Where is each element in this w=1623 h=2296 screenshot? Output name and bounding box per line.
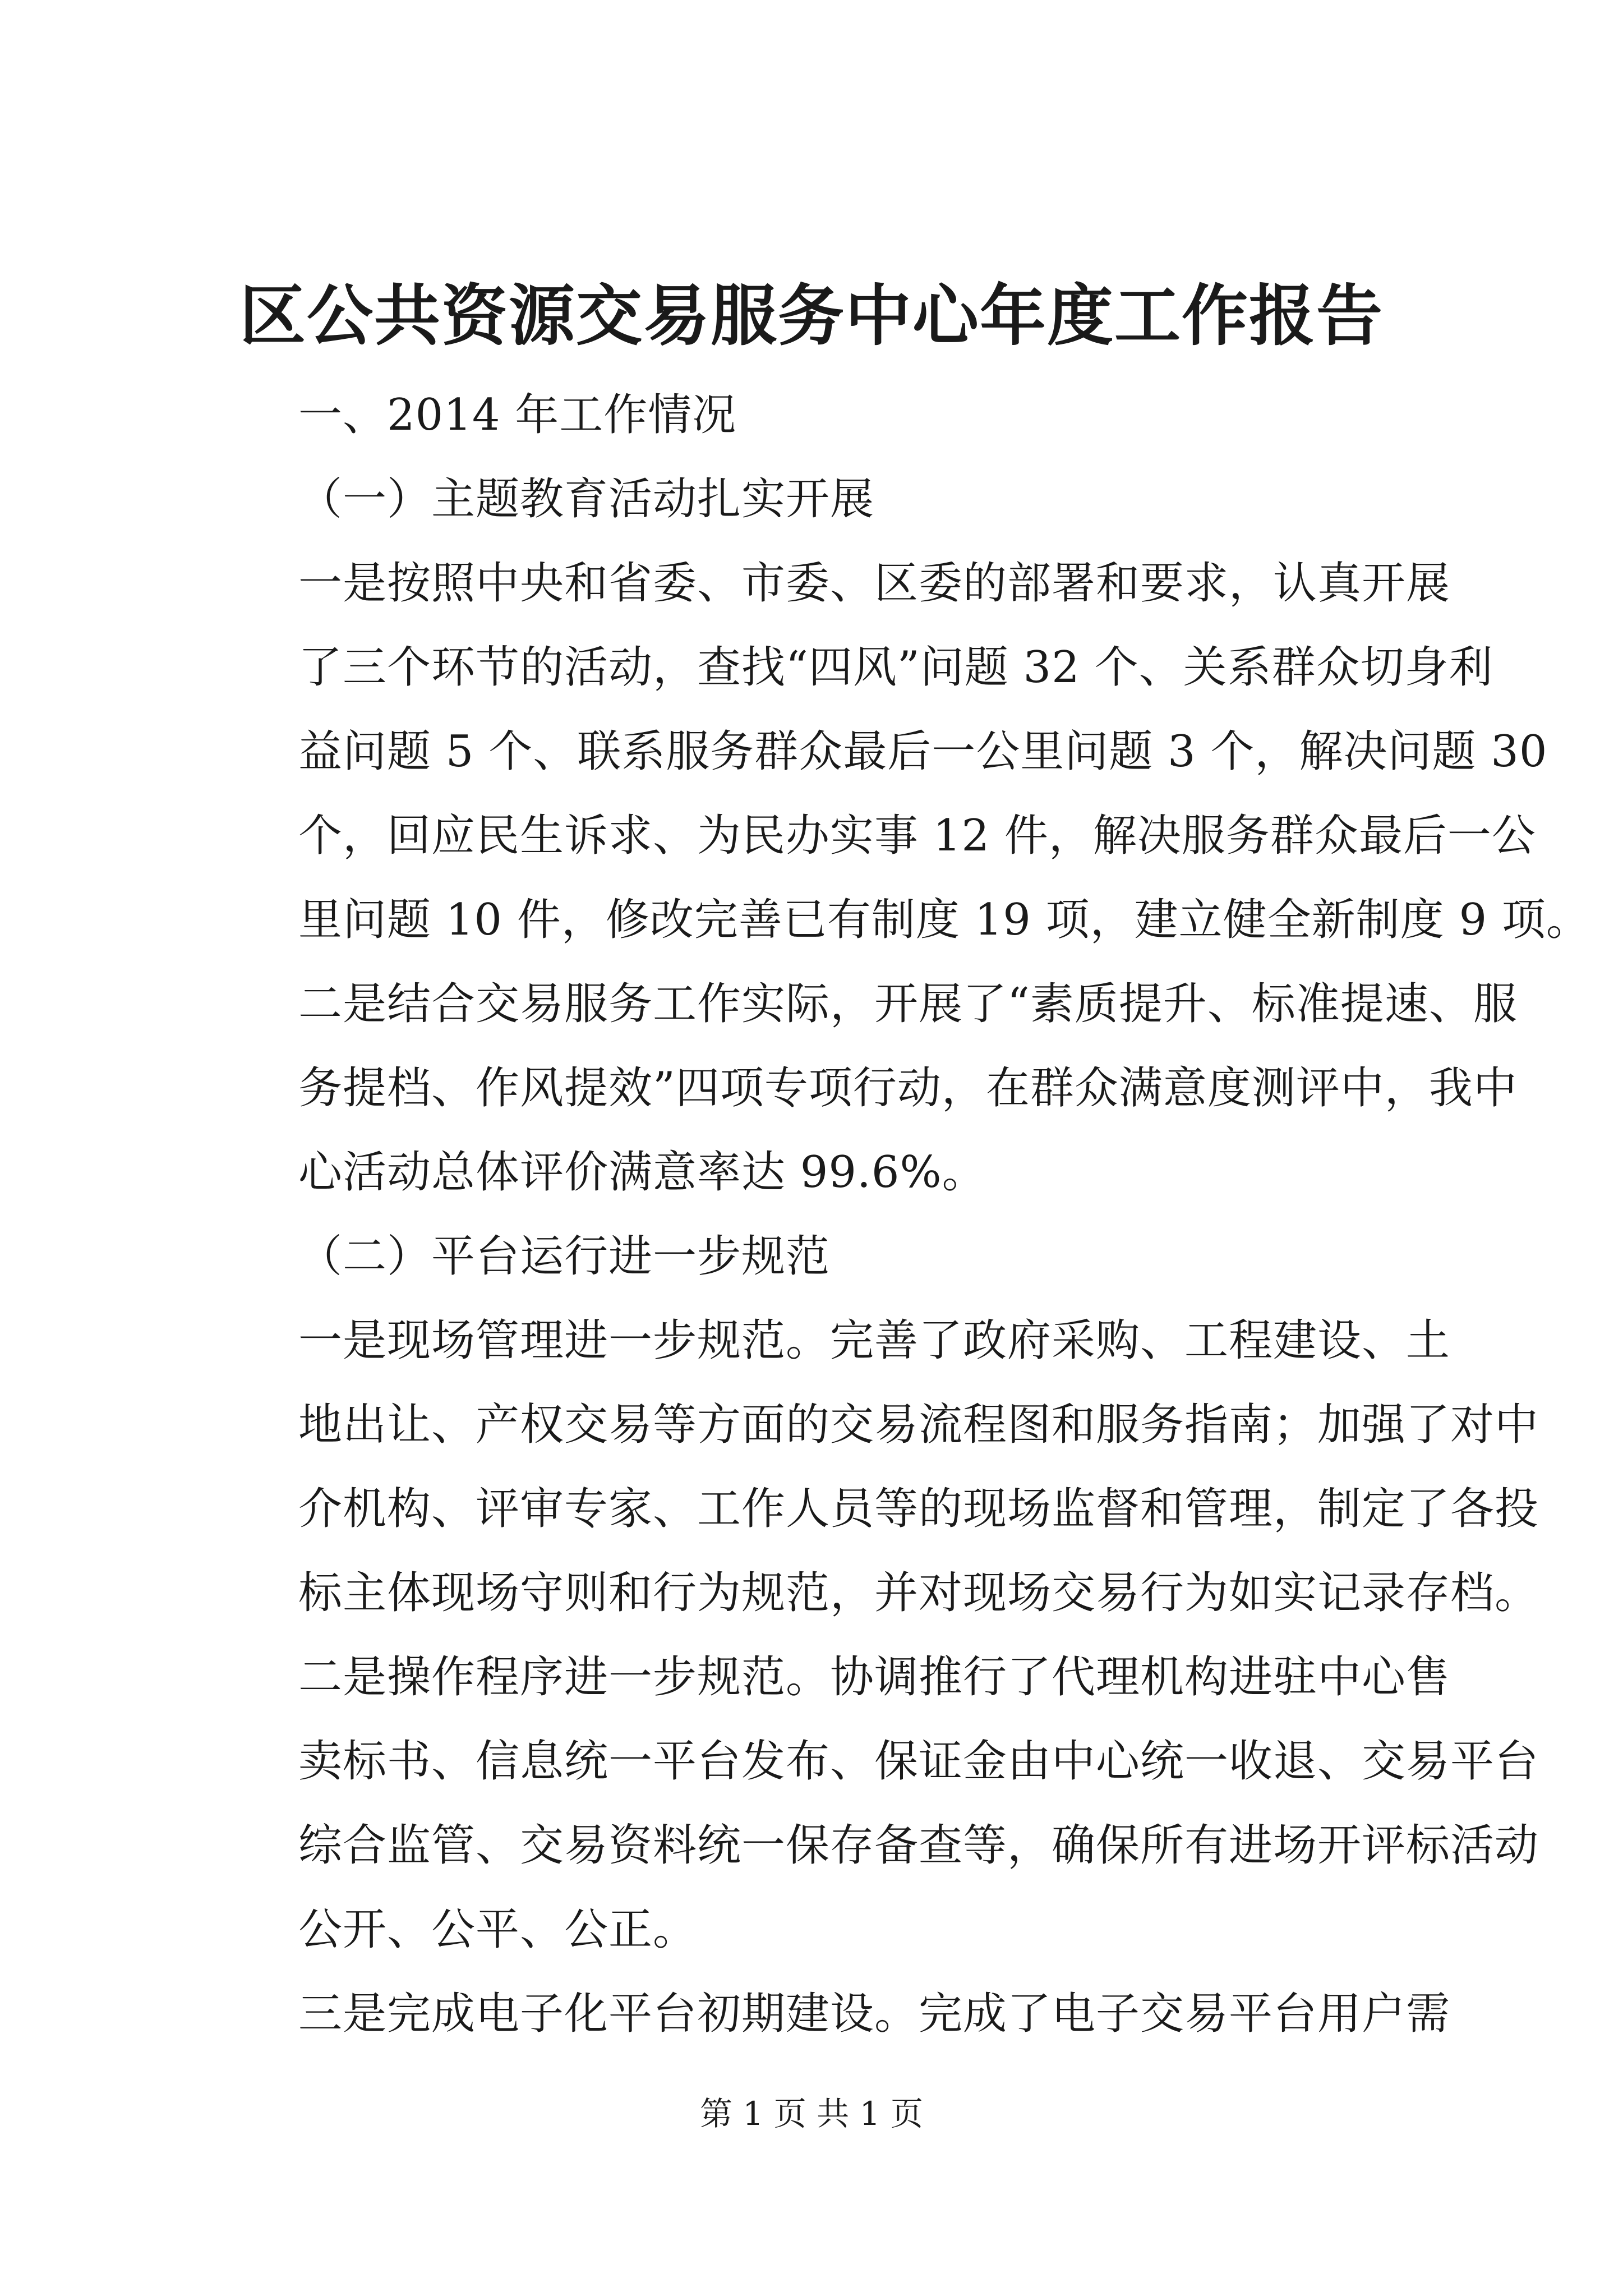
subsection-heading-1: （一）主题教育活动扎实开展: [298, 474, 875, 524]
paragraph-line: 一是按照中央和省委、市委、区委的部署和要求，认真开展: [298, 558, 1451, 609]
paragraph-line: 标主体现场守则和行为规范，并对现场交易行为如实记录存档。: [298, 1568, 1539, 1618]
subsection-heading-2: （二）平台运行进一步规范: [298, 1231, 831, 1282]
paragraph-line: 三是完成电子化平台初期建设。完成了电子交易平台用户需: [298, 1989, 1451, 2039]
paragraph-line: 了三个环节的活动，查找“四风”问题 32 个、关系群众切身利: [298, 642, 1493, 693]
paragraph-line: 心活动总体评价满意率达 99.6%。: [298, 1147, 986, 1198]
paragraph-line: 一是现场管理进一步规范。完善了政府采购、工程建设、土: [298, 1315, 1451, 1366]
paragraph-line: 里问题 10 件，修改完善已有制度 19 项，建立健全新制度 9 项。: [298, 895, 1590, 945]
paragraph-line: 卖标书、信息统一平台发布、保证金由中心统一收退、交易平台: [298, 1736, 1539, 1787]
paragraph-line: 公开、公平、公正。: [298, 1904, 698, 1955]
paragraph-line: 综合监管、交易资料统一保存备查等，确保所有进场开评标活动: [298, 1820, 1539, 1871]
document-title: 区公共资源交易服务中心年度工作报告: [239, 277, 1384, 355]
page-footer: 第 1 页 共 1 页: [700, 2095, 923, 2133]
paragraph-line: 介机构、评审专家、工作人员等的现场监督和管理，制定了各投: [298, 1484, 1539, 1534]
paragraph-line: 个，回应民生诉求、为民办实事 12 件，解决服务群众最后一公: [298, 811, 1536, 861]
paragraph-line: 二是结合交易服务工作实际，开展了“素质提升、标准提速、服: [298, 979, 1518, 1029]
section-heading-1: 一、2014 年工作情况: [298, 390, 737, 440]
paragraph-line: 益问题 5 个、联系服务群众最后一公里问题 3 个，解决问题 30: [298, 726, 1548, 777]
paragraph-line: 二是操作程序进一步规范。协调推行了代理机构进驻中心售: [298, 1652, 1451, 1703]
paragraph-line: 务提档、作风提效”四项专项行动，在群众满意度测评中，我中: [298, 1063, 1518, 1114]
paragraph-line: 地出让、产权交易等方面的交易流程图和服务指南；加强了对中: [298, 1400, 1539, 1450]
